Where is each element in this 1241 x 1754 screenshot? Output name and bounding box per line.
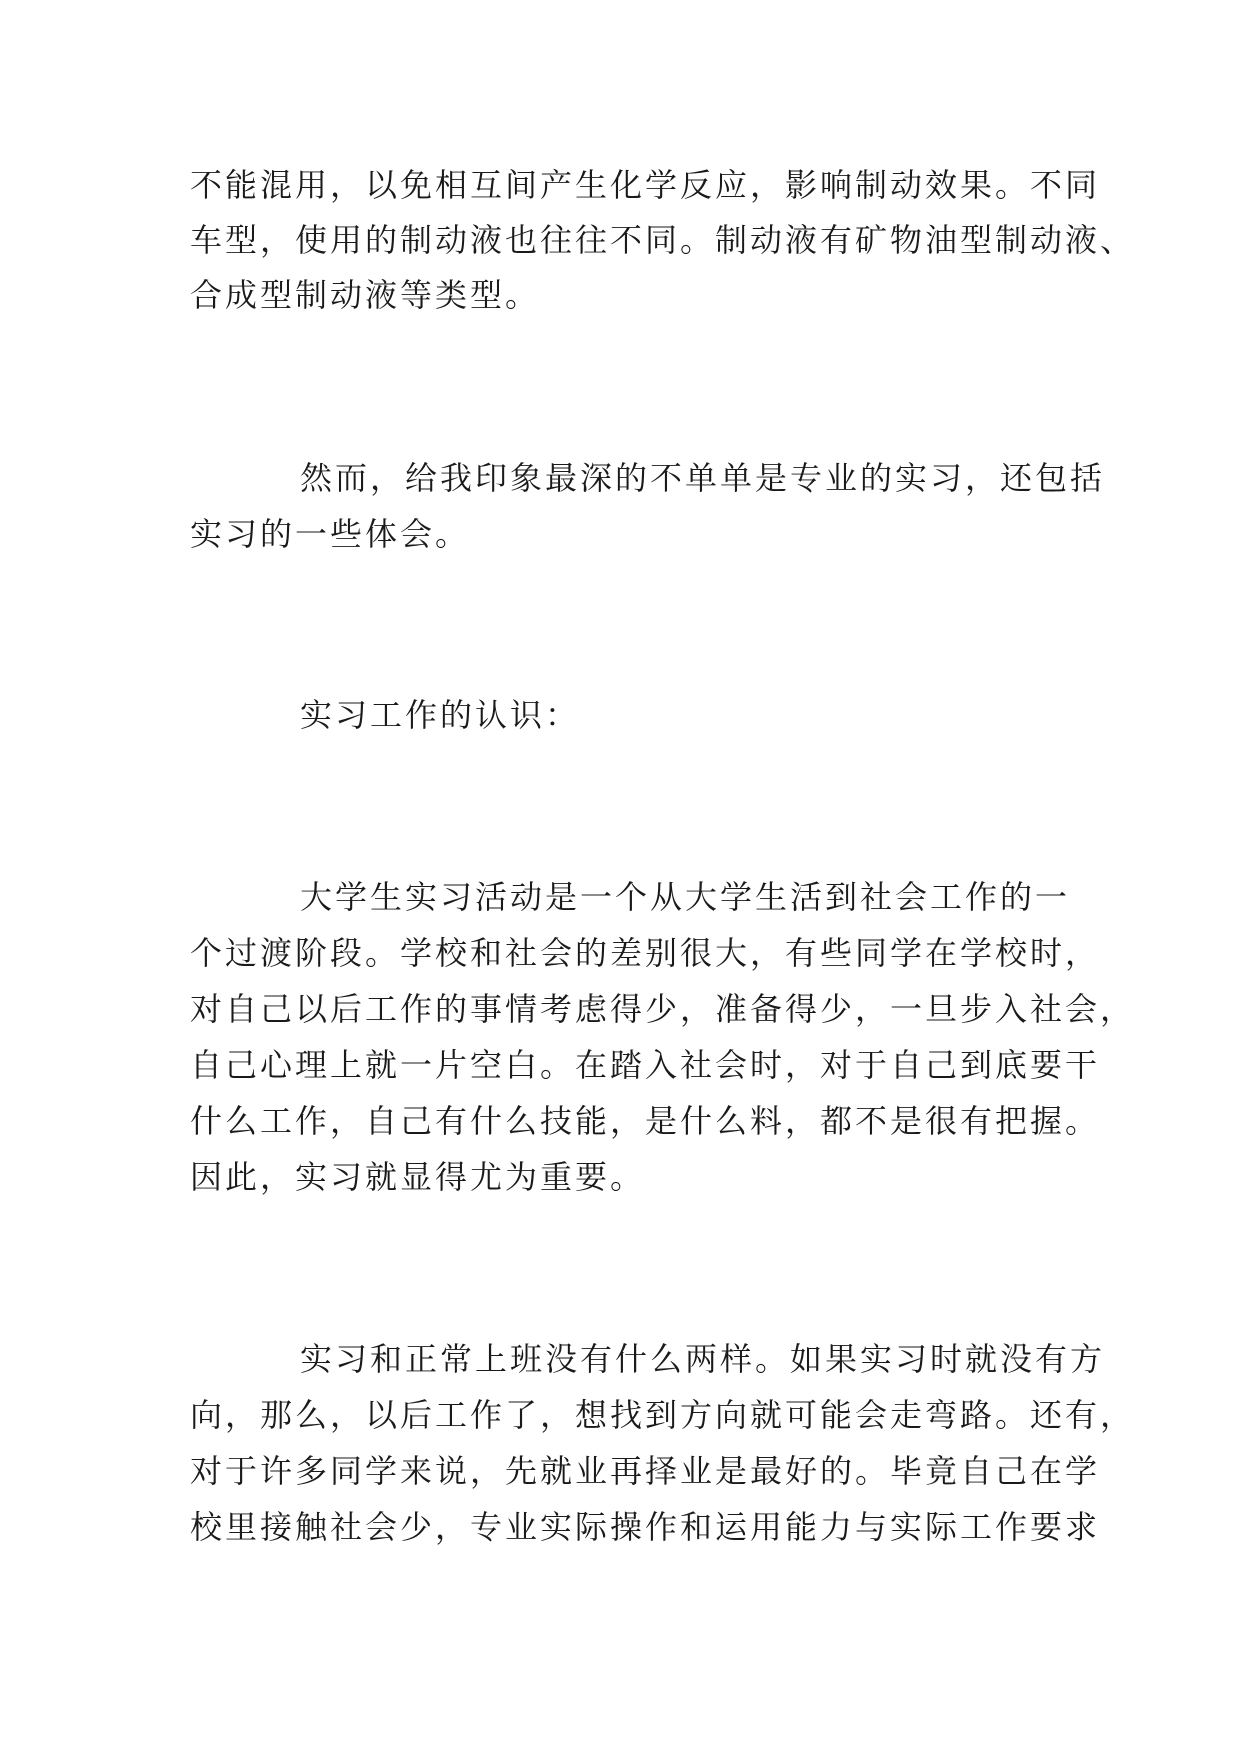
paragraph-line: 什么工作，自己有什么技能，是什么料，都不是很有把握。: [190, 1102, 1101, 1140]
paragraph-line: 对自己以后工作的事情考虑得少，准备得少，一旦步入社会，: [190, 990, 1136, 1028]
paragraph-line: 车型，使用的制动液也往往不同。制动液有矿物油型制动液、: [190, 221, 1136, 259]
paragraph-line: 不能混用，以免相互间产生化学反应，影响制动效果。不同: [190, 166, 1101, 204]
paragraph-line: 大学生实习活动是一个从大学生活到社会工作的一: [300, 878, 1071, 916]
paragraph-line: 合成型制动液等类型。: [190, 276, 541, 314]
paragraph-line: 对于许多同学来说，先就业再择业是最好的。毕竟自己在学: [190, 1452, 1101, 1490]
paragraph-line: 校里接触社会少，专业实际操作和运用能力与实际工作要求: [190, 1508, 1101, 1546]
paragraph-line: 然而，给我印象最深的不单单是专业的实习，还包括: [300, 459, 1106, 497]
paragraph-line: 因此，实习就显得尤为重要。: [190, 1158, 646, 1196]
paragraph-line: 向，那么，以后工作了，想找到方向就可能会走弯路。还有，: [190, 1396, 1136, 1434]
section-heading: 实习工作的认识：: [300, 696, 581, 734]
paragraph-line: 实习和正常上班没有什么两样。如果实习时就没有方: [300, 1340, 1106, 1378]
paragraph-line: 个过渡阶段。学校和社会的差别很大，有些同学在学校时，: [190, 934, 1101, 972]
paragraph-line: 自己心理上就一片空白。在踏入社会时，对于自己到底要干: [190, 1046, 1101, 1084]
paragraph-line: 实习的一些体会。: [190, 515, 471, 553]
